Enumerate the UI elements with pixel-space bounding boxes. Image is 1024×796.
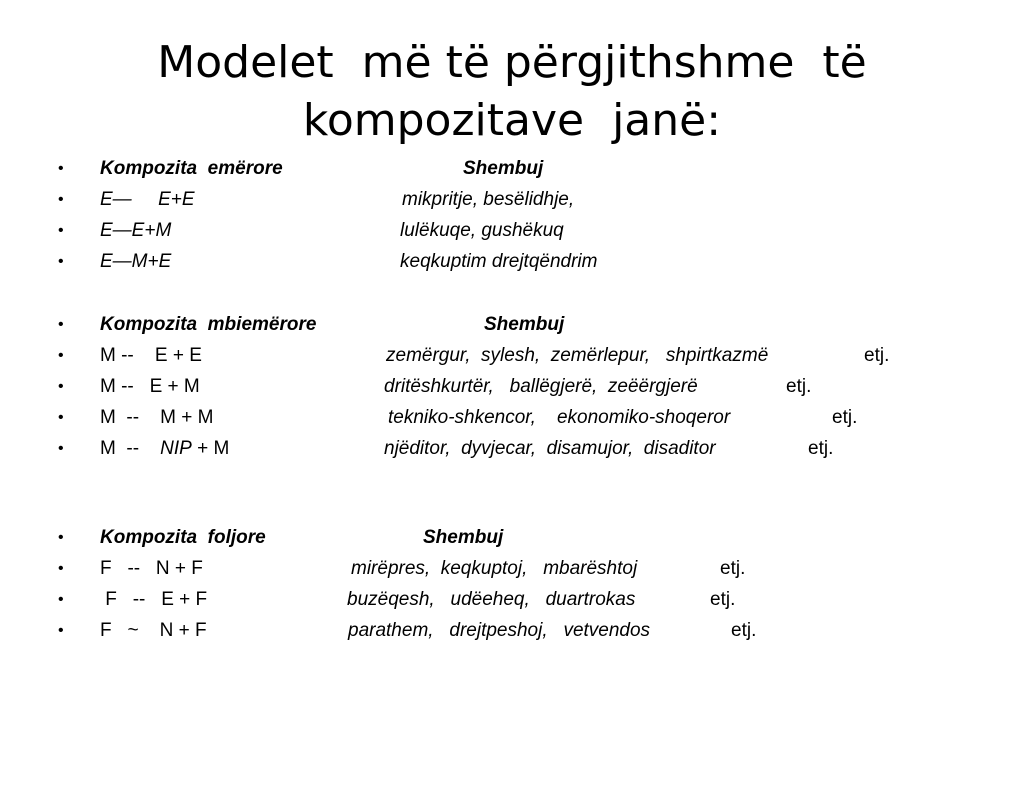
example-words: zemërgur, sylesh, zemërlepur, shpirtkazmë bbox=[386, 345, 769, 366]
bullet-point: • bbox=[58, 253, 64, 270]
pattern-formula: M -- E + E bbox=[100, 345, 202, 366]
bullet-point: • bbox=[58, 222, 64, 239]
example-words: lulëkuqe, gushëkuq bbox=[400, 220, 564, 241]
example-words: buzëqesh, udëeheq, duartrokas bbox=[347, 589, 636, 610]
pattern-formula: E—E+M bbox=[100, 220, 172, 241]
pattern-formula: F -- N + F bbox=[100, 558, 203, 579]
slide-title-line-2: kompozitave janë: bbox=[302, 95, 722, 146]
etc-suffix: etj. bbox=[832, 407, 858, 428]
adjective-section-header bbox=[0, 310, 1024, 340]
verb-section-header bbox=[0, 523, 1024, 553]
bullet-point: • bbox=[58, 560, 64, 577]
pattern-prefix: M -- bbox=[100, 438, 161, 459]
pattern-formula: E—M+E bbox=[100, 251, 172, 272]
section-heading: Kompozita mbiemërore bbox=[100, 314, 317, 335]
bullet-point: • bbox=[58, 347, 64, 364]
pattern-formula bbox=[100, 434, 229, 464]
examples-heading: Shembuj bbox=[484, 314, 565, 335]
bullet-point: • bbox=[58, 529, 64, 546]
pattern-formula: M -- M + M bbox=[100, 407, 214, 428]
bullet-point: • bbox=[58, 191, 64, 208]
noun-row bbox=[0, 247, 1024, 277]
slide-title-line-1: Modelet më të përgjithshme të bbox=[157, 37, 867, 88]
examples-heading: Shembuj bbox=[423, 527, 504, 548]
examples-heading: Shembuj bbox=[463, 158, 544, 179]
etc-suffix: etj. bbox=[786, 376, 812, 397]
bullet-point: • bbox=[58, 378, 64, 395]
bullet-point: • bbox=[58, 440, 64, 457]
verb-row bbox=[0, 554, 1024, 584]
noun-row bbox=[0, 185, 1024, 215]
pattern-formula: E— E+E bbox=[100, 189, 195, 210]
verb-row bbox=[0, 585, 1024, 615]
etc-suffix: etj. bbox=[731, 620, 757, 641]
pattern-formula: M -- E + M bbox=[100, 376, 200, 397]
etc-suffix: etj. bbox=[710, 589, 736, 610]
example-words: mirëpres, keqkuptoj, mbarështoj bbox=[351, 558, 638, 579]
adjective-row bbox=[0, 372, 1024, 402]
example-words: parathem, drejtpeshoj, vetvendos bbox=[348, 620, 651, 641]
etc-suffix: etj. bbox=[864, 345, 890, 366]
pattern-postfix: + M bbox=[191, 438, 230, 459]
pattern-nip: NIP bbox=[160, 438, 192, 459]
section-heading: Kompozita foljore bbox=[100, 527, 266, 548]
bullet-point: • bbox=[58, 591, 64, 608]
example-words: keqkuptim drejtqëndrim bbox=[400, 251, 598, 272]
example-words: tekniko-shkencor, ekonomiko-shoqeror bbox=[388, 407, 731, 428]
section-heading: Kompozita emërore bbox=[100, 158, 283, 179]
verb-row bbox=[0, 616, 1024, 646]
bullet-point: • bbox=[58, 316, 64, 333]
adjective-row bbox=[0, 403, 1024, 433]
etc-suffix: etj. bbox=[720, 558, 746, 579]
pattern-formula: F -- E + F bbox=[100, 589, 208, 610]
bullet-point: • bbox=[58, 160, 64, 177]
adjective-row bbox=[0, 434, 1024, 464]
noun-section-header bbox=[0, 154, 1024, 184]
adjective-row bbox=[0, 341, 1024, 371]
bullet-point: • bbox=[58, 409, 64, 426]
bullet-point: • bbox=[58, 622, 64, 639]
example-words: njëditor, dyvjecar, disamujor, disaditor bbox=[384, 438, 716, 459]
noun-row bbox=[0, 216, 1024, 246]
example-words: dritëshkurtër, ballëgjerë, zeëërgjerë bbox=[384, 376, 698, 397]
pattern-formula: F ~ N + F bbox=[100, 620, 207, 641]
etc-suffix: etj. bbox=[808, 438, 834, 459]
example-words: mikpritje, besëlidhje, bbox=[402, 189, 575, 210]
